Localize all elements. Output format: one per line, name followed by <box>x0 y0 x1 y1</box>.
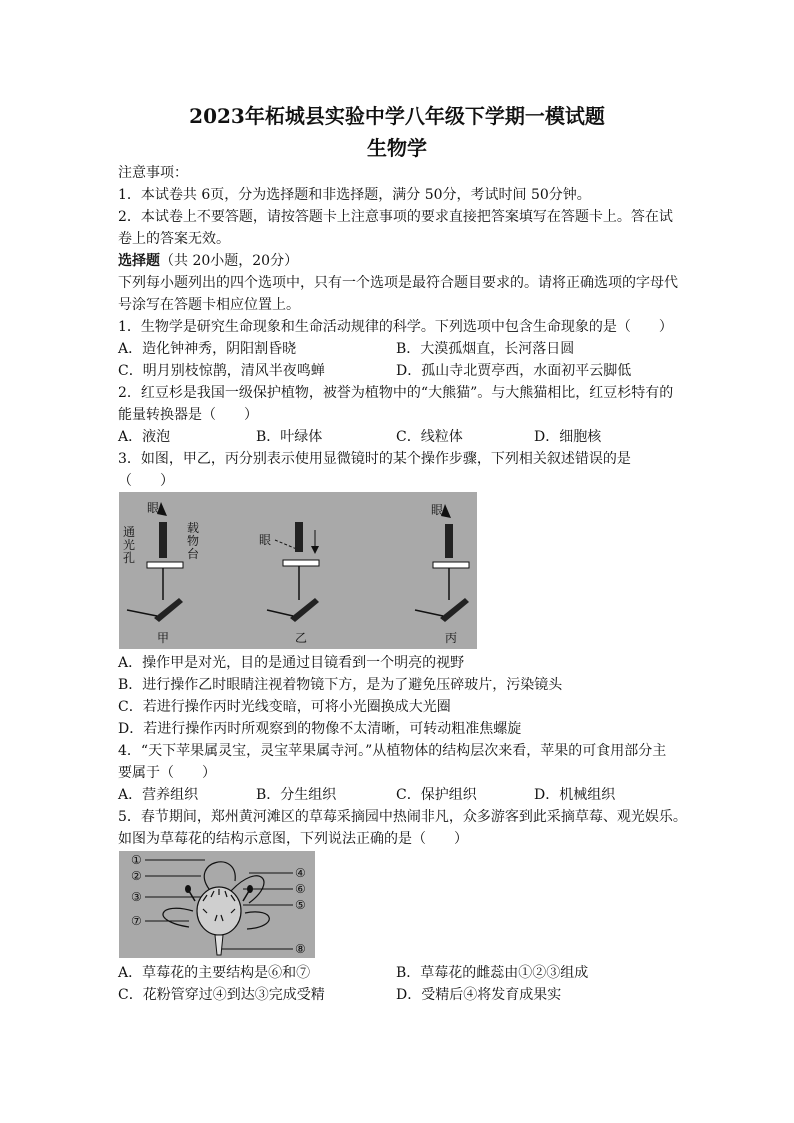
panel-jia <box>123 501 199 645</box>
label-3: ③ <box>131 890 142 904</box>
sepal-shape <box>163 908 193 927</box>
microscope-figure <box>119 492 477 649</box>
q3-stem-line-2: （ ） <box>118 473 174 489</box>
q5-option-d: D．受精后④将发育成果实 <box>396 987 562 1003</box>
q4-option-d: D．机械组织 <box>534 787 616 803</box>
label-jia: 甲 <box>157 631 170 645</box>
section-info: （共 20小题，20分） <box>160 253 299 269</box>
anther-shape <box>185 885 191 893</box>
label-1: ① <box>131 853 142 867</box>
q4-stem-line-2: 要属于（ ） <box>118 765 216 781</box>
eye-label-bing: 眼 <box>431 503 444 517</box>
section-instruction-line-2: 号涂写在答题卡相应位置上。 <box>118 297 300 313</box>
eye-label-jia: 眼 <box>147 501 160 515</box>
objective-tube <box>295 522 303 552</box>
sepal-shape <box>245 912 269 929</box>
mirror-icon <box>440 598 469 622</box>
q3-option-b: B．进行操作乙时眼睛注视着物镜下方，是为了避免压碎玻片，污染镜头 <box>118 677 563 693</box>
label-6: ⑥ <box>295 882 306 896</box>
anther-shape <box>247 885 253 893</box>
label-7: ⑦ <box>131 914 142 928</box>
panel-yi <box>259 522 319 645</box>
strawberry-flower-figure <box>119 851 315 958</box>
section-heading <box>118 252 298 270</box>
label-bing: 丙 <box>445 631 458 645</box>
section-name: 选择题 <box>118 253 160 269</box>
flower-stalk <box>215 935 223 955</box>
q3-option-d: D．若进行操作丙时所观察到的物像不太清晰，可转动粗准焦螺旋 <box>118 721 522 737</box>
eye-label-yi: 眼 <box>259 533 272 547</box>
q4-option-b: B．分生组织 <box>256 787 337 803</box>
label-5: ⑤ <box>295 898 306 912</box>
mirror-icon <box>154 598 183 622</box>
panel-bing <box>415 503 469 645</box>
stage-plate <box>147 562 183 568</box>
q1-stem: 1．生物学是研究生命现象和生命活动规律的科学。下列选项中包含生命现象的是（ ） <box>118 319 673 335</box>
q4-option-c: C．保护组织 <box>396 787 477 803</box>
label-2: ② <box>131 869 142 883</box>
notes-heading: 注意事项： <box>118 165 188 181</box>
q2-option-d: D．细胞核 <box>534 429 602 445</box>
section-instruction-line-1: 下列每小题列出的四个选项中，只有一个选项是最符合题目要求的。请将正确选项的字母代 <box>118 275 678 291</box>
note-2-line-2: 卷上的答案无效。 <box>118 231 230 247</box>
note-2-line-1: 2．本试卷上不要答题，请按答题卡上注意事项的要求直接把答案填写在答题卡上。答在试 <box>118 209 673 225</box>
q4-stem-line-1: 4．“天下苹果属灵宝，灵宝苹果属寺河。”从植物体的结构层次来看，苹果的可食用部分主 <box>118 743 667 759</box>
q3-option-c: C．若进行操作丙时光线变暗，可将小光圈换成大光圈 <box>118 699 451 715</box>
q2-stem-line-1: 2．红豆杉是我国一级保护植物，被誉为植物中的“大熊猫”。与大熊猫相比，红豆杉特有的 <box>118 385 674 401</box>
q5-option-a: A．草莓花的主要结构是⑥和⑦ <box>118 965 311 981</box>
q2-option-a: A．液泡 <box>118 429 171 445</box>
q3-option-a: A．操作甲是对光，目的是通过目镜看到一个明亮的视野 <box>118 655 465 671</box>
q5-stem-line-1: 5．春节期间，郑州黄河滩区的草莓采摘园中热闹非凡，众多游客到此采摘草莓、观光娱乐。 <box>118 809 687 825</box>
petal-shape <box>204 862 235 889</box>
note-1: 1．本试卷共 6页，分为选择题和非选择题，满分 50分，考试时间 50分钟。 <box>118 187 591 203</box>
stage-plate <box>283 560 319 566</box>
stage-label: 载物台 <box>187 521 200 561</box>
light-hole-label: 通光孔 <box>123 525 136 565</box>
label-yi: 乙 <box>295 631 308 645</box>
q4-option-a: A．营养组织 <box>118 787 199 803</box>
label-8: ⑧ <box>295 942 306 956</box>
q2-option-b: B．叶绿体 <box>256 429 323 445</box>
q5-option-b: B．草莓花的雌蕊由①②③组成 <box>396 965 589 981</box>
stage-plate <box>433 562 469 568</box>
q5-option-c: C．花粉管穿过④到达③完成受精 <box>118 987 325 1003</box>
q2-option-c: C．线粒体 <box>396 429 463 445</box>
q2-stem-line-2: 能量转换器是（ ） <box>118 407 258 423</box>
q5-stem-line-2: 如图为草莓花的结构示意图，下列说法正确的是（ ） <box>118 831 468 847</box>
label-4: ④ <box>295 866 306 880</box>
q1-option-c: C．明月别枝惊鹊，清风半夜鸣蝉 <box>118 363 325 379</box>
q1-option-a: A．造化钟神秀，阴阳割昏晓 <box>118 341 297 357</box>
microscope-diagram <box>119 492 477 649</box>
q1-option-d: D．孤山寺北贾亭西，水面初平云脚低 <box>396 363 632 379</box>
subject-title: 生物学 <box>367 136 427 160</box>
objective-tube <box>445 524 453 558</box>
mirror-icon <box>290 598 319 622</box>
objective-tube <box>159 522 167 558</box>
down-arrow-icon <box>311 546 319 554</box>
q1-option-b: B．大漠孤烟直，长河落日圆 <box>396 341 575 357</box>
exam-title: 2023年柘城县实验中学八年级下学期一模试题 <box>189 104 605 128</box>
q3-stem-line-1: 3．如图，甲乙，丙分别表示使用显微镜时的某个操作步骤，下列相关叙述错误的是 <box>118 451 631 467</box>
flower-diagram <box>119 851 315 958</box>
